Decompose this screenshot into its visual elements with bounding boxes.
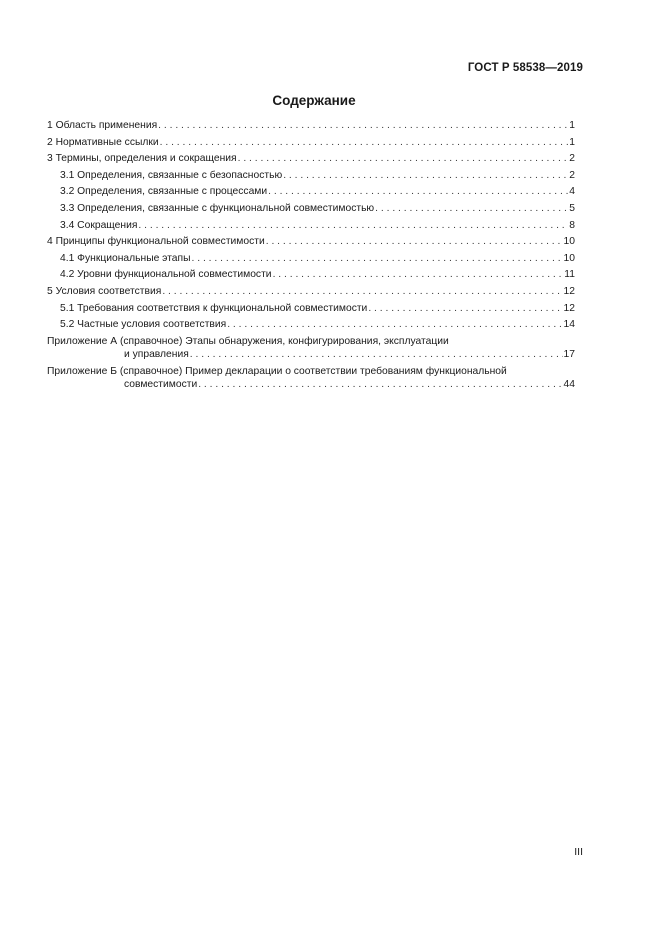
toc-appendix-a-line-2[interactable]: [47, 348, 575, 361]
toc-entry-page: 8: [569, 219, 575, 231]
toc-entry-page: 17: [563, 348, 575, 360]
toc-leader-dots: [162, 284, 562, 301]
toc-leader-dots: [190, 348, 563, 361]
toc-subentry[interactable]: [47, 301, 575, 318]
toc-entry-page: 14: [563, 319, 575, 331]
toc-subentry[interactable]: [47, 267, 575, 284]
toc-entry-page: 11: [564, 269, 575, 281]
toc-subentry[interactable]: [47, 218, 575, 235]
toc-entry-text: совместимости: [124, 378, 198, 390]
toc-entry-text: 5 Условия соответствия: [47, 285, 162, 297]
toc-leader-dots: [368, 301, 562, 318]
toc-entry-text: 2 Нормативные ссылки: [47, 136, 159, 148]
toc-entry-text: 3.2 Определения, связанные с процессами: [60, 186, 268, 198]
toc-entry[interactable]: [47, 118, 575, 135]
toc-entry-text: 3.4 Сокращения: [60, 219, 138, 231]
toc-subentry[interactable]: [47, 317, 575, 334]
toc-leader-dots: [227, 317, 562, 334]
toc-leader-dots: [268, 184, 568, 201]
page-number: III: [574, 846, 583, 858]
toc-subentry[interactable]: [47, 201, 575, 218]
toc-entry-page: 5: [569, 202, 575, 214]
toc-leader-dots: [192, 251, 563, 268]
toc-entry-page: 10: [563, 236, 575, 248]
toc-entry-page: 12: [563, 285, 575, 297]
toc-title: Содержание: [272, 93, 356, 108]
toc-entry-text: Приложение Б (справочное) Пример декларации о соответствии требованиям функциональной: [47, 365, 507, 377]
document-code-header: ГОСТ Р 58538—2019: [467, 62, 583, 74]
toc-appendix-b-line-2[interactable]: [47, 378, 575, 391]
toc-leader-dots: [138, 218, 568, 235]
toc-subentry[interactable]: [47, 184, 575, 201]
toc-entry-text: 3.1 Определения, связанные с безопасностью: [60, 169, 283, 181]
toc-leader-dots: [273, 267, 564, 284]
toc-leader-dots: [266, 234, 563, 251]
toc-entry[interactable]: [47, 284, 575, 301]
toc-entry-text: 4.1 Функциональные этапы: [60, 252, 191, 264]
toc-leader-dots: [160, 135, 569, 152]
toc-leader-dots: [198, 378, 562, 391]
toc-entry-page: 1: [569, 136, 575, 148]
toc-entry-text: 5.2 Частные условия соответствия: [60, 319, 227, 331]
toc-leader-dots: [158, 118, 568, 135]
toc-leader-dots: [283, 168, 568, 185]
toc-entry[interactable]: [47, 151, 575, 168]
toc-entry-text: Приложение А (справочное) Этапы обнаружения, конфигурирования, эксплуатации: [47, 335, 449, 347]
toc-entry[interactable]: [47, 135, 575, 152]
toc-appendix-a-line-1[interactable]: [47, 335, 575, 348]
toc-appendix-b-line-1[interactable]: [47, 365, 575, 378]
toc-entry-text: 4 Принципы функциональной совместимости: [47, 236, 265, 248]
toc-entry-text: 4.2 Уровни функциональной совместимости: [60, 269, 272, 281]
toc-entry-page: 12: [563, 302, 575, 314]
toc-subentry[interactable]: [47, 251, 575, 268]
toc-subentry[interactable]: [47, 168, 575, 185]
toc-entry-page: 2: [569, 153, 575, 165]
toc-entry-page: 10: [563, 252, 575, 264]
toc-entry-text: 1 Область применения: [47, 120, 158, 131]
toc-entry-page: 1: [569, 120, 575, 131]
toc-entry-text: 3 Термины, определения и сокращения: [47, 153, 237, 165]
toc-leader-dots: [238, 151, 569, 168]
toc-entry-text: 3.3 Определения, связанные с функциональной совместимостью: [60, 202, 375, 214]
toc-entry-page: 2: [569, 169, 575, 181]
toc-entry-page: 44: [563, 378, 575, 390]
toc-entry-page: 4: [569, 186, 575, 198]
toc-leader-dots: [375, 201, 568, 218]
toc-entry[interactable]: [47, 234, 575, 251]
toc-entry-text: и управления: [124, 348, 189, 360]
table-of-contents: [47, 118, 575, 391]
toc-entry-text: 5.1 Требования соответствия к функциональной совместимости: [60, 302, 368, 314]
